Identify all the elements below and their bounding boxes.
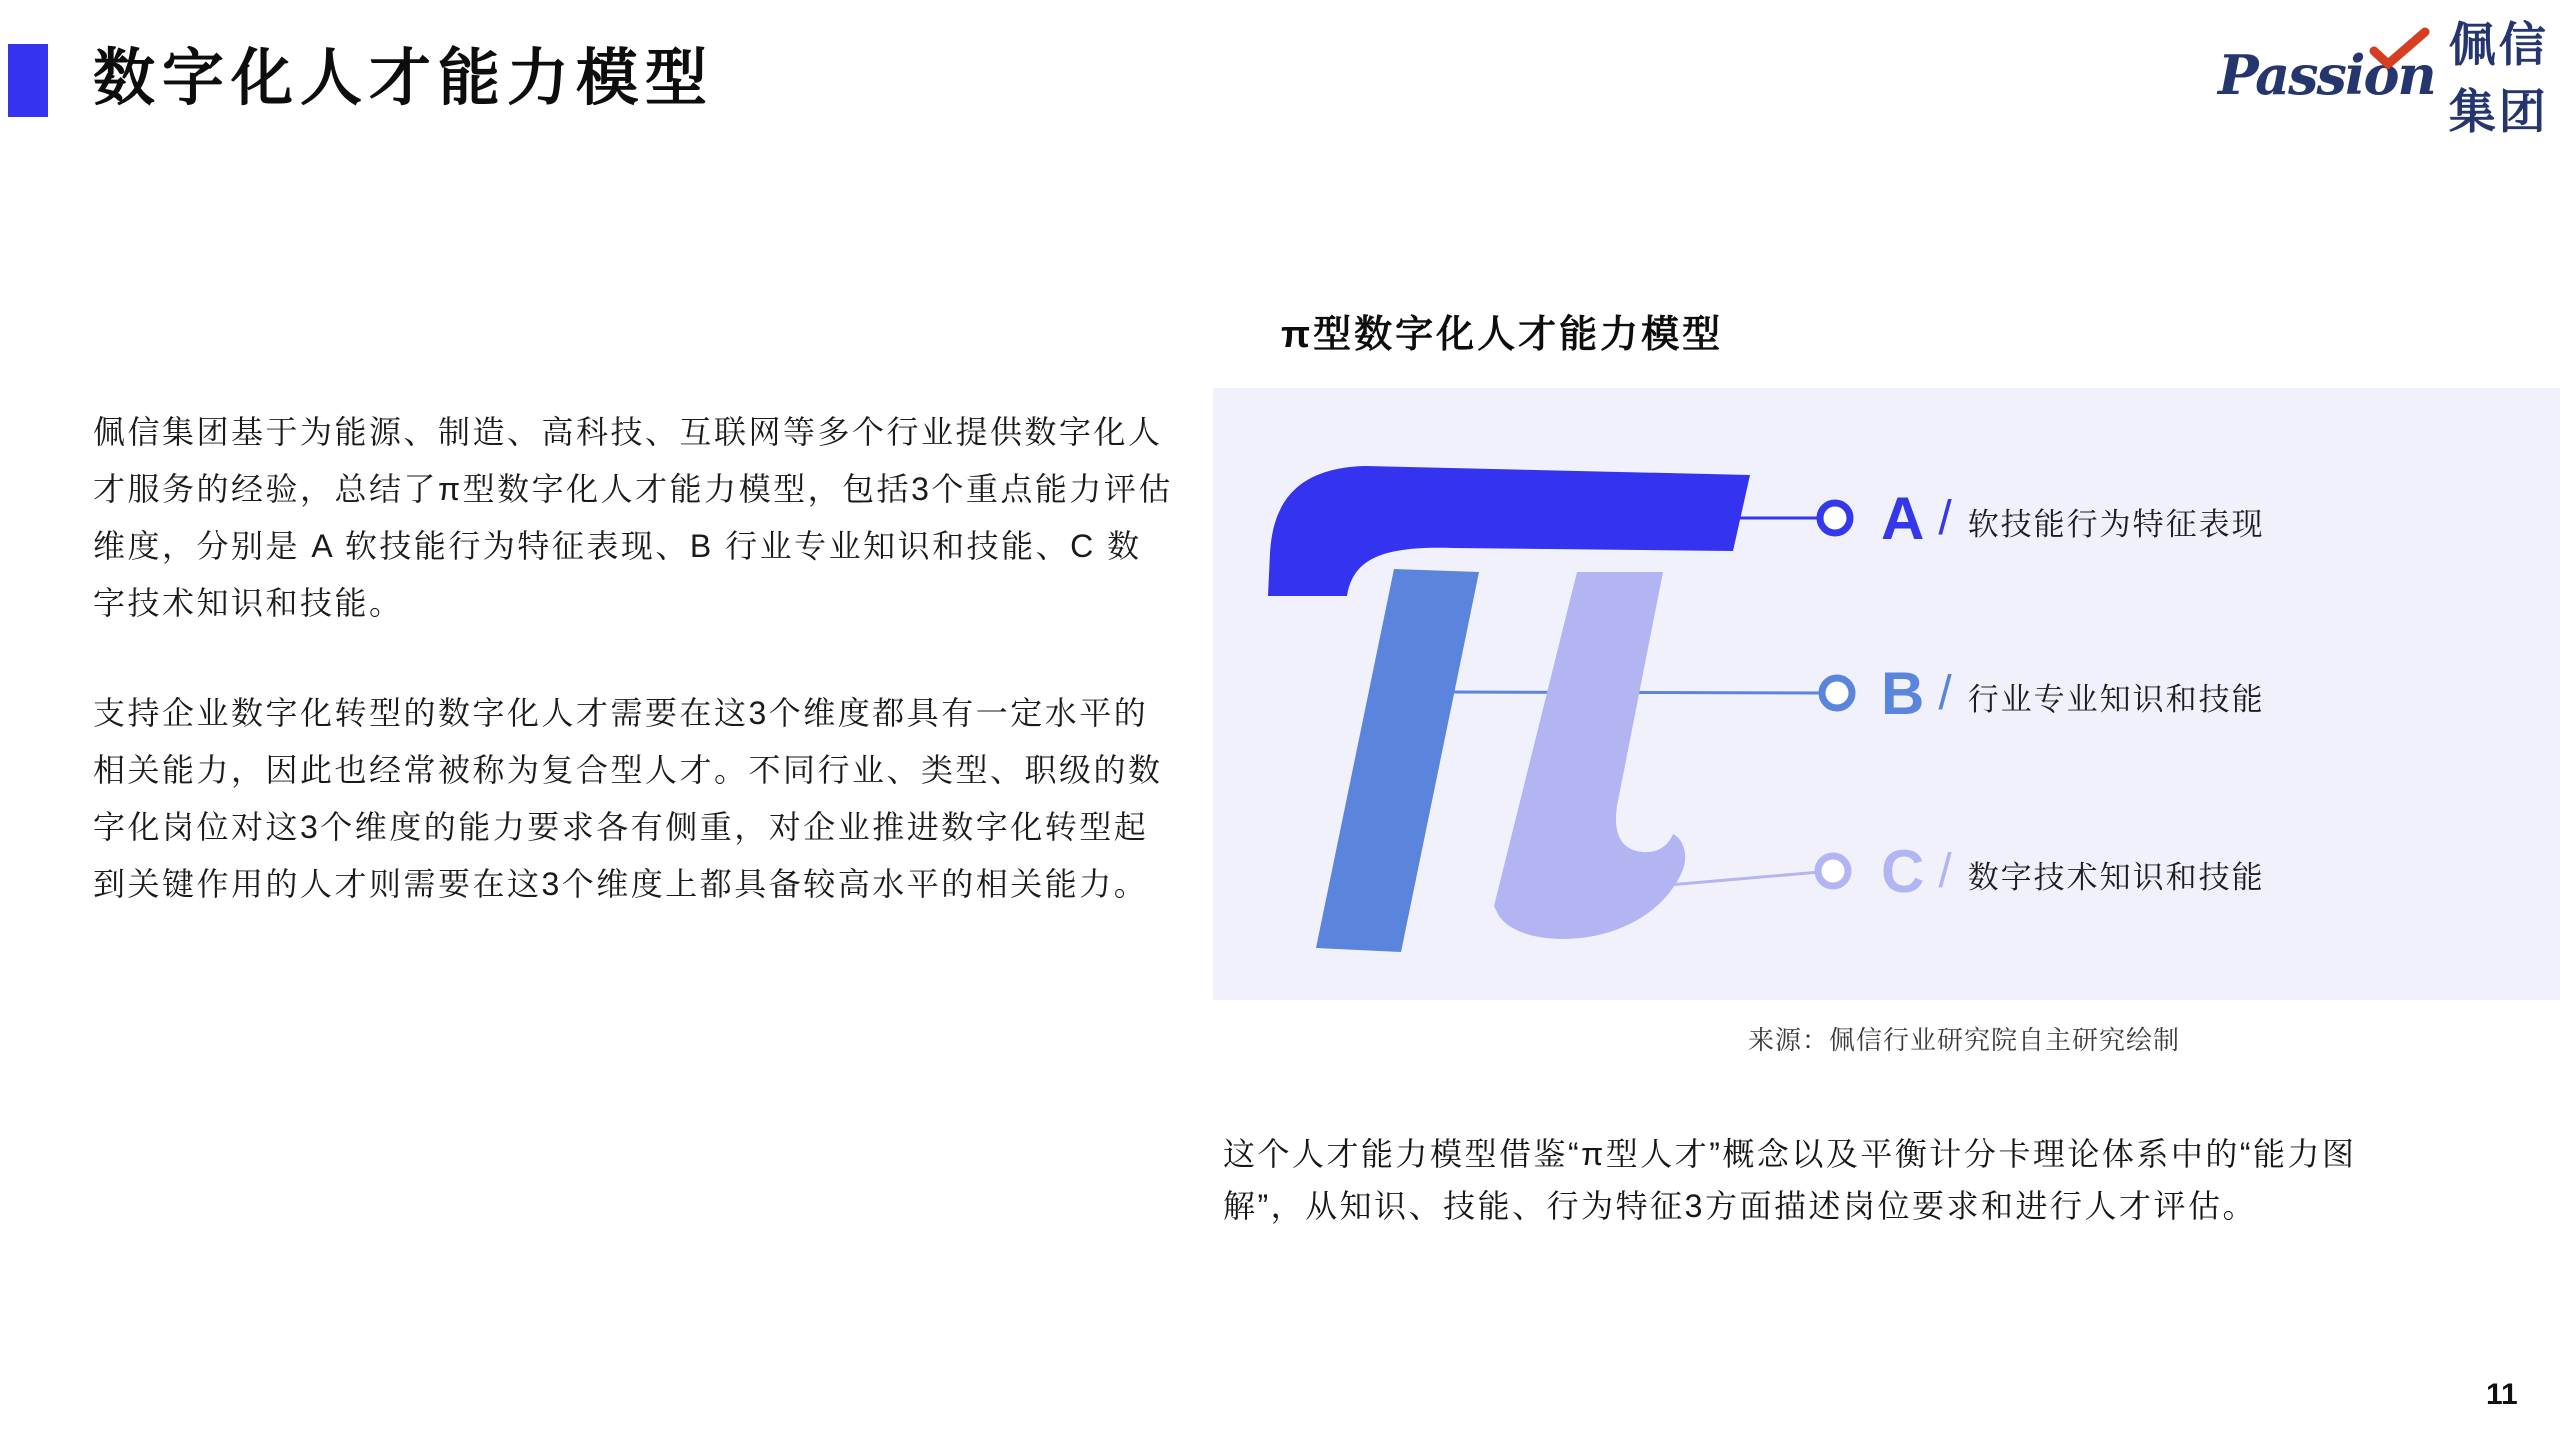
- source-note: 来源：佩信行业研究院自主研究绘制: [1747, 1025, 2180, 1055]
- callout-c-letter: C: [1881, 837, 1925, 905]
- pi-model-panel: [1213, 388, 2560, 1000]
- logo-script-text: Passion: [2218, 43, 2435, 107]
- node-circle-b: [1822, 678, 1852, 708]
- callout-b-letter: B: [1881, 659, 1925, 727]
- pi-right-leg: [1494, 572, 1685, 939]
- company-logo: [2218, 18, 2560, 138]
- callout-c-label: 数字技术知识和技能: [1967, 859, 2265, 895]
- diagram-heading: π型数字化人才能力模型: [1281, 314, 1724, 356]
- title-accent-square: [8, 44, 48, 117]
- logo-company-name: 佩信集团: [2448, 18, 2549, 138]
- pi-left-leg: [1316, 569, 1479, 952]
- intro-paragraph: 佩信集团基于为能源、制造、高科技、互联网等多个行业提供数字化人才服务的经验，总结了π型数字化人才能力模型，包括3个重点能力评估维度，分别是 A 软技能行为特征表现、B 行业专业知识和技能、C 数字技术知识和技能。: [93, 414, 1173, 621]
- model-description-paragraph: 这个人才能力模型借鉴“π型人才”概念以及平衡计分卡理论体系中的“能力图解”，从知识、技能、行为特征3方面描述岗位要求和进行人才评估。: [1223, 1136, 2357, 1224]
- callout-c: [1881, 831, 2265, 911]
- detail-paragraph: 支持企业数字化转型的数字化人才需要在这3个维度都具有一定水平的相关能力，因此也经常被称为复合型人才。不同行业、类型、职级的数字化岗位对这3个维度的能力要求各有侧重，对企业推进数字化转型起到关键作用的人才则需要在这3个维度上都具备较高水平的相关能力。: [93, 695, 1163, 902]
- callout-a: [1881, 478, 2265, 558]
- node-circle-c: [1818, 856, 1848, 886]
- page-title: 数字化人才能力模型: [93, 44, 715, 113]
- callout-a-letter: A: [1881, 484, 1925, 552]
- callout-a-label: 软技能行为特征表现: [1967, 506, 2265, 542]
- callout-a-slash: /: [1938, 491, 1952, 545]
- pi-top-bar: [1268, 466, 1750, 596]
- callout-c-slash: /: [1938, 844, 1952, 898]
- page-number: 11: [2486, 1378, 2518, 1411]
- callout-b-slash: /: [1938, 666, 1952, 720]
- logo-checkmark-icon: [2366, 27, 2432, 69]
- callout-b-label: 行业专业知识和技能: [1967, 681, 2265, 717]
- callout-b: [1881, 653, 2265, 733]
- node-circle-a: [1820, 503, 1850, 533]
